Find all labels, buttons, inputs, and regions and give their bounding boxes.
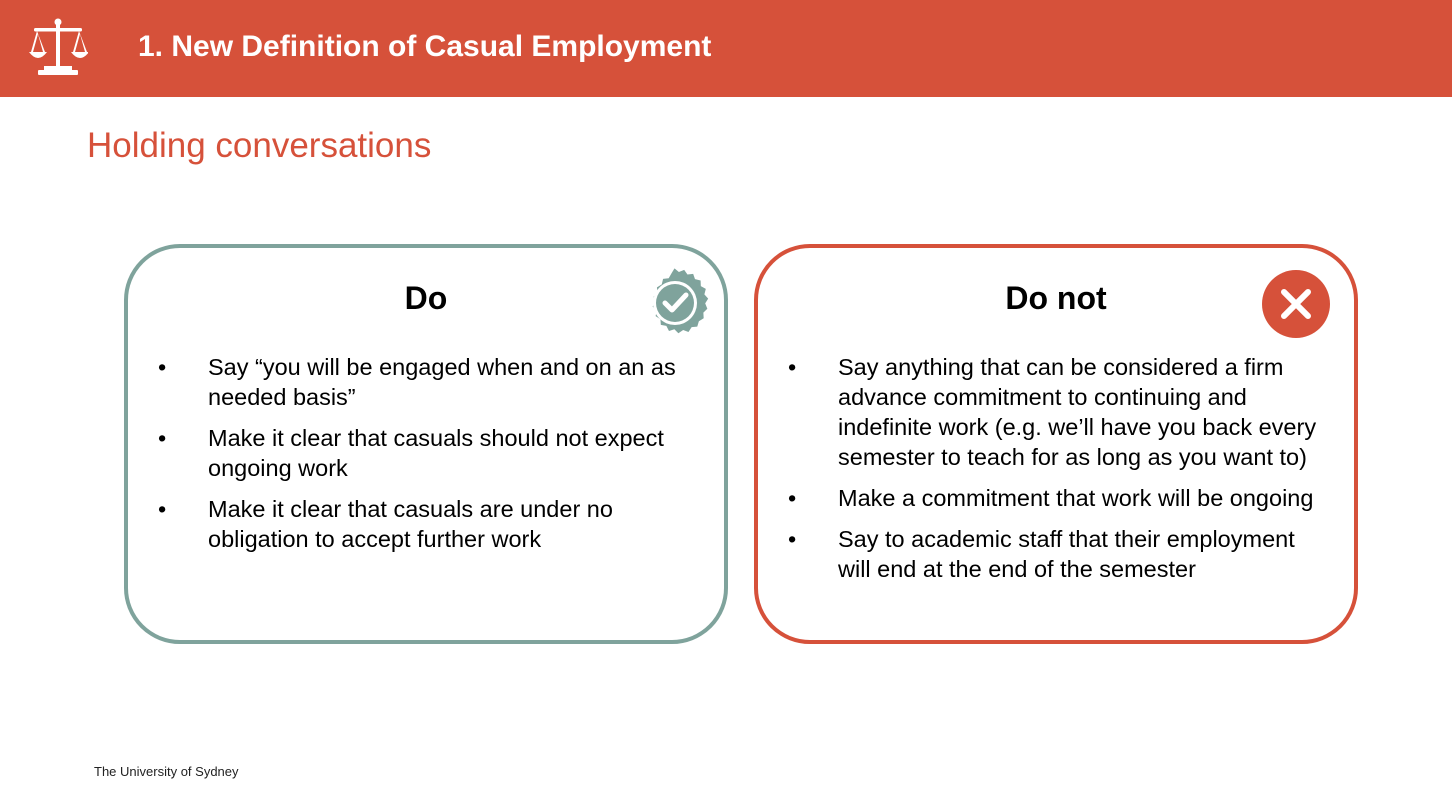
slide-title: 1. New Definition of Casual Employment: [138, 30, 712, 63]
list-item: [788, 524, 1332, 584]
list-item-text: Say to academic staff that their employment will end at the end of the semester: [838, 526, 1295, 582]
do-card: [124, 244, 728, 644]
bullet-dot: •: [158, 496, 167, 522]
close-circle-icon: [1261, 269, 1331, 339]
list-item: [788, 483, 1332, 513]
bullet-dot: •: [158, 425, 167, 451]
list-item: [158, 352, 702, 412]
check-badge-icon: [640, 268, 710, 338]
do-not-list: [788, 352, 1332, 595]
section-subtitle: Holding conversations: [87, 126, 432, 165]
bullet-dot: •: [788, 526, 797, 552]
bullet-dot: •: [788, 354, 797, 380]
slide-header: [0, 0, 1452, 97]
list-item-text: Make it clear that casuals are under no obligation to accept further work: [208, 496, 613, 552]
footer-institution: The University of Sydney: [94, 764, 239, 779]
do-not-card: [754, 244, 1358, 644]
do-card-heading: Do: [404, 280, 448, 316]
list-item-text: Make it clear that casuals should not expect ongoing work: [208, 425, 664, 481]
do-list: [158, 352, 702, 565]
bullet-dot: •: [788, 485, 797, 511]
bullet-dot: •: [158, 354, 167, 380]
scales-of-justice-icon: [28, 18, 88, 76]
list-item-text: Say anything that can be considered a firm advance commitment to continuing and indefinite work (e.g. we’ll have you back every semester to teach for as long as you want to): [838, 354, 1317, 470]
list-item-text: Say “you will be engaged when and on an as needed basis”: [208, 354, 676, 410]
list-item: [788, 352, 1332, 472]
list-item: [158, 494, 702, 554]
list-item: [158, 423, 702, 483]
do-not-card-heading: Do not: [1005, 280, 1107, 316]
list-item-text: Make a commitment that work will be ongoing: [838, 485, 1314, 511]
